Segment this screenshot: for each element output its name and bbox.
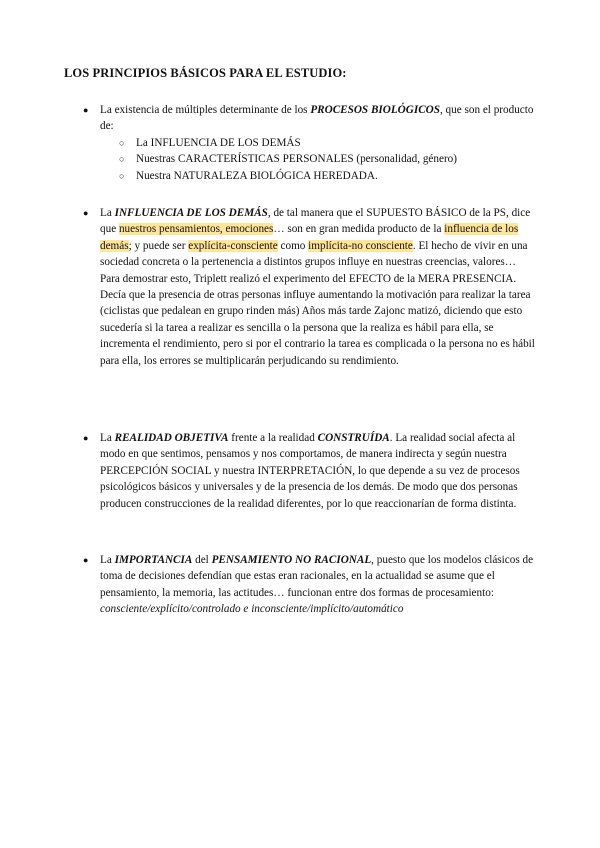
highlighted-text: explícita-consciente [188, 239, 278, 252]
highlighted-text: implícita-no consciente [308, 239, 413, 252]
item-text: La [100, 207, 115, 219]
sub-list-item [119, 151, 542, 167]
bullet-icon: ● [83, 208, 89, 218]
sub-list-item [119, 168, 542, 184]
list-item [83, 430, 542, 512]
item-text: … son en gran medida producto de la [273, 223, 445, 236]
item-text: . La realidad social afecta al modo en que sentimos, pensamos y nos comportamos, de manera indirecta y según nuestra PERCEPCIÓN SOCIAL y nuestra INTERPRETACIÓN, lo que depende a su vez de procesos psicológicos básicos y universales y de la presencia de los demás. De modo que dos personas producen construcciones de la realidad diferentes, por lo que reaccionarían de forma distinta. [100, 432, 520, 510]
sub-item-text: Nuestra NATURALEZA BIOLÓGICA HEREDADA. [136, 169, 378, 182]
item-text: como [277, 239, 309, 252]
bullet-icon: ● [83, 433, 89, 443]
circle-bullet-icon: ○ [119, 154, 125, 165]
item-text: del [192, 554, 212, 566]
sub-item-text: Nuestras CARACTERÍSTICAS PERSONALES (personalidad, género) [136, 153, 457, 166]
highlighted-text: nuestros pensamientos, emociones [118, 223, 274, 236]
sub-list [100, 135, 542, 184]
item-text: ; y puede ser [128, 239, 189, 252]
emphasis-text: PENSAMIENTO NO RACIONAL [211, 554, 372, 566]
item-text: La existencia de múltiples determinante de los [100, 104, 311, 116]
item-text: La [100, 432, 115, 444]
emphasis-text: PROCESOS BIOLÓGICOS [310, 104, 440, 116]
italic-text: consciente/explícito/controlado e inconsciente/implícito/automático [100, 603, 404, 616]
emphasis-text: INFLUENCIA DE LOS DEMÁS [114, 207, 268, 219]
sub-item-text: La INFLUENCIA DE LOS DEMÁS [136, 136, 301, 149]
item-text: . El hecho de vivir en una sociedad concreta o la pertenencia a distintos grupos influye en nuestras creencias, valores… [100, 239, 528, 269]
list-item [83, 102, 542, 184]
emphasis-text: IMPORTANCIA [114, 554, 193, 566]
bullet-icon: ● [83, 555, 89, 565]
circle-bullet-icon: ○ [119, 137, 125, 148]
circle-bullet-icon: ○ [119, 170, 125, 181]
emphasis-text: REALIDAD OBJETIVA [114, 432, 229, 444]
sub-list-item [119, 135, 542, 151]
page-title: LOS PRINCIPIOS BÁSICOS PARA EL ESTUDIO: [64, 66, 347, 80]
item-text: frente a la realidad [228, 432, 318, 444]
highlighted-text: influencia de los demás [100, 223, 519, 252]
list-item [83, 552, 542, 618]
paragraph: Para demostrar esto, Triplett realizó el experimento del EFECTO de la MERA PRESENCIA. Decía que la presencia de otras personas influye aumentando la motivación para realizar la tarea (ciclistas que pedalean en grupo rinden más) Años más tarde Zajonc matizó, diciendo que esto sucedería si la tarea a realizar es sencilla o la persona que la realiza es hábil para ella, se incrementa el rendimiento, pero si por el contrario la tarea es complicada o la persona no es hábil para ella, los errores se multiplicarán perjudicando su rendimiento. [100, 272, 535, 367]
item-text: La [100, 554, 115, 566]
list-item [83, 205, 542, 369]
bullet-icon: ● [83, 105, 89, 115]
item-text: , que son el producto de: [100, 104, 534, 133]
item-text: , de tal manera que el SUPUESTO BÁSICO de la PS, dice que [100, 207, 531, 236]
item-text: , puesto que los modelos clásicos de toma de decisiones defendían que estas eran racionales, en la actualidad se asume que el pensamiento, la memoria, las actitudes… funcionan entre dos formas de procesamiento: [100, 554, 534, 599]
emphasis-text: CONSTRUÍDA [317, 432, 390, 444]
